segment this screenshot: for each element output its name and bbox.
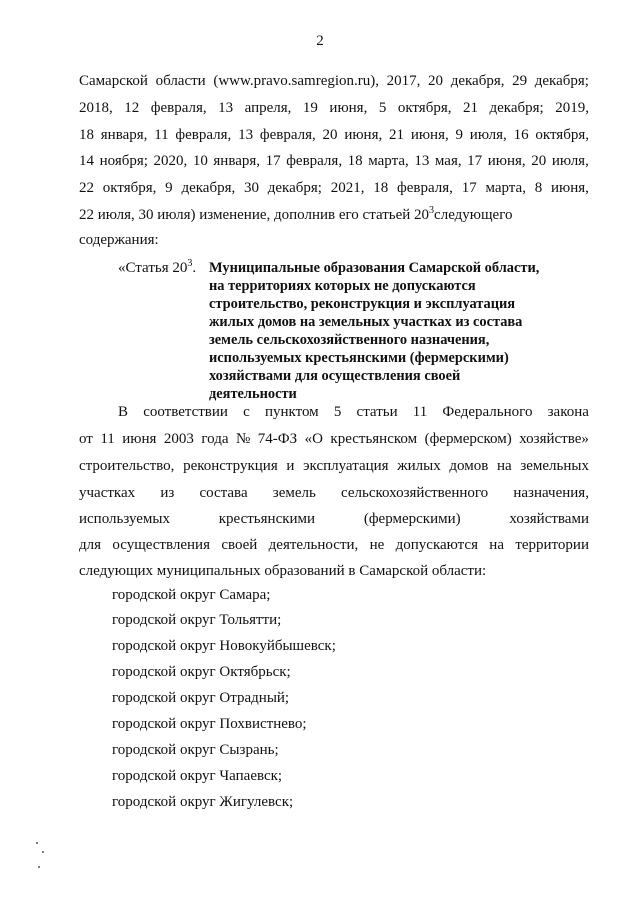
word: 2018,	[79, 100, 113, 116]
word: деятельности,	[268, 537, 359, 553]
word: «О	[304, 431, 323, 447]
word: с	[243, 404, 250, 420]
word: января,	[213, 153, 261, 169]
word: мая,	[434, 153, 462, 169]
list-item: городской округ Тольятти;	[112, 612, 282, 628]
word: крестьянскими	[218, 511, 316, 527]
word: 17	[461, 180, 477, 196]
word: эксплуатация	[303, 458, 389, 474]
list-item: городской округ Отрадный;	[112, 690, 290, 706]
intro-line-4	[79, 152, 589, 170]
word: 2017,	[386, 73, 421, 89]
word: июля,	[551, 153, 589, 169]
word: крестьянском	[330, 431, 418, 447]
word: июня,	[487, 153, 526, 169]
intro-line-5	[79, 179, 589, 197]
list-item: городской округ Жигулевск;	[112, 794, 294, 810]
word: 2019,	[555, 100, 589, 116]
word: земельных	[520, 458, 589, 474]
word: соответствии	[143, 404, 228, 420]
article-title-line: земель сельскохозяйственного назначения,	[209, 332, 490, 348]
word: сельскохозяйственного	[341, 485, 489, 501]
page-number: 2	[316, 33, 324, 49]
word: 16	[513, 127, 529, 143]
word: от	[79, 431, 93, 447]
intro-line-2	[79, 99, 589, 117]
article-title-line: деятельности	[209, 386, 297, 402]
word: и	[286, 458, 295, 474]
word: территории	[515, 537, 589, 553]
word: февраля,	[175, 127, 232, 143]
word: 22	[79, 180, 94, 196]
word: декабря,	[450, 73, 505, 89]
word: октября,	[535, 127, 589, 143]
word: 9	[165, 180, 173, 196]
word: 2020,	[153, 153, 188, 169]
list-item: городской округ Октябрьск;	[112, 664, 291, 680]
word: декабря;	[267, 180, 322, 196]
body-line-5	[79, 510, 589, 528]
word: не	[369, 537, 385, 553]
scan-speck	[38, 866, 40, 868]
word: февраля,	[259, 127, 316, 143]
word: 20	[428, 73, 444, 89]
scan-speck	[42, 851, 44, 853]
word: пунктом	[264, 404, 319, 420]
intro-line-6	[79, 206, 589, 224]
word: 13	[218, 100, 234, 116]
word: 2021,	[330, 180, 365, 196]
word: 13	[414, 153, 430, 169]
word: октября,	[102, 180, 157, 196]
intro-line-3	[79, 126, 589, 144]
word: января,	[100, 127, 148, 143]
body-line-3	[79, 457, 589, 475]
intro-line-7: содержания:	[79, 232, 159, 248]
word: 5	[333, 404, 342, 420]
word: ноября;	[99, 153, 148, 169]
word: 9	[455, 127, 464, 143]
word: хозяйстве»	[519, 431, 589, 447]
word: строительство,	[79, 458, 175, 474]
word: июня	[122, 431, 157, 447]
list-item: городской округ Похвистнево;	[112, 716, 307, 732]
word: 21	[462, 100, 478, 116]
word: февраля,	[286, 153, 343, 169]
list-item: городской округ Новокуйбышевск;	[112, 638, 336, 654]
list-item: городской округ Сызрань;	[112, 742, 279, 758]
word: июня,	[410, 127, 449, 143]
word: 74-ФЗ	[257, 431, 298, 447]
word: 20	[322, 127, 338, 143]
intro-line-6-text: 22 июля, 30 июля) изменение, дополнив его статьей $20^3следующего$	[79, 205, 513, 223]
body-line-2	[79, 430, 589, 448]
scan-speck	[36, 842, 38, 844]
list-item: городской округ Чапаевск;	[112, 768, 283, 784]
word: состава	[199, 485, 248, 501]
article-title-line: хозяйствами для осуществления своей	[209, 368, 461, 384]
word: (www.pravo.samregion.ru),	[213, 73, 380, 89]
word: жилых	[397, 458, 441, 474]
word: для	[79, 537, 102, 553]
word: 18	[79, 127, 94, 143]
article-title	[209, 259, 589, 403]
word: 11	[412, 404, 428, 420]
word: Федерального	[442, 404, 533, 420]
word: июля,	[469, 127, 507, 143]
body-line-4	[79, 484, 589, 502]
article-title-line: на территориях которых не допускаются	[209, 278, 476, 294]
word: 14	[79, 153, 94, 169]
word: реконструкция	[183, 458, 278, 474]
word: февраля,	[397, 180, 453, 196]
word: Самарской	[79, 73, 148, 89]
word: июня,	[344, 127, 383, 143]
word: 2003	[163, 431, 194, 447]
list-item: городской округ Самара;	[112, 587, 271, 603]
word: 10	[192, 153, 208, 169]
word: 5	[378, 100, 387, 116]
intro-line-1	[79, 72, 589, 90]
word: 30	[244, 180, 259, 196]
word: марта,	[485, 180, 526, 196]
word: 18	[347, 153, 363, 169]
word: года	[201, 431, 229, 447]
word: В	[118, 404, 129, 420]
word: статьи	[356, 404, 398, 420]
article-title-line: используемых крестьянскими (фермерскими)	[209, 350, 509, 366]
word: используемых	[79, 511, 170, 527]
word: 12	[124, 100, 140, 116]
word: 17	[467, 153, 483, 169]
body-line-6	[79, 536, 589, 554]
word: (фермерскими)	[363, 511, 461, 527]
article-title-line: жилых домов на земельных участках из состава	[209, 314, 523, 330]
word: закона	[547, 404, 589, 420]
word: 17	[265, 153, 281, 169]
body-line-7: следующих муниципальных образований в Самарской области:	[79, 563, 487, 579]
word: из	[160, 485, 175, 501]
article-label: «Статья $20^3$.	[118, 258, 197, 276]
word: декабря;	[489, 100, 544, 116]
word: 11	[100, 431, 115, 447]
word: своей	[221, 537, 258, 553]
word: 13	[238, 127, 254, 143]
word: №	[235, 431, 251, 447]
word: 21	[389, 127, 405, 143]
body-line-1	[118, 403, 589, 421]
word: на	[489, 537, 504, 553]
word: февраля,	[150, 100, 207, 116]
word: июня,	[550, 180, 589, 196]
word: апреля,	[244, 100, 292, 116]
word: марта,	[368, 153, 409, 169]
word: июня,	[329, 100, 368, 116]
word: 29	[512, 73, 528, 89]
word: хозяйствами	[509, 511, 589, 527]
word: осуществления	[112, 537, 210, 553]
word: декабря;	[534, 73, 589, 89]
word: допускаются	[395, 537, 478, 553]
word: 20	[531, 153, 547, 169]
word: на	[496, 458, 512, 474]
word: назначения,	[513, 485, 589, 501]
word: области	[155, 73, 206, 89]
word: домов	[449, 458, 489, 474]
article-title-line: строительство, реконструкция и эксплуатация	[209, 296, 516, 312]
word: 18	[373, 180, 389, 196]
word: (фермерском)	[424, 431, 512, 447]
word: декабря,	[181, 180, 236, 196]
article-title-line: Муниципальные образования Самарской области,	[209, 260, 540, 276]
word: земель	[272, 485, 316, 501]
word: 11	[154, 127, 169, 143]
word: октября,	[397, 100, 452, 116]
word: 8	[534, 180, 543, 196]
word: участках	[79, 485, 136, 501]
word: 19	[302, 100, 318, 116]
